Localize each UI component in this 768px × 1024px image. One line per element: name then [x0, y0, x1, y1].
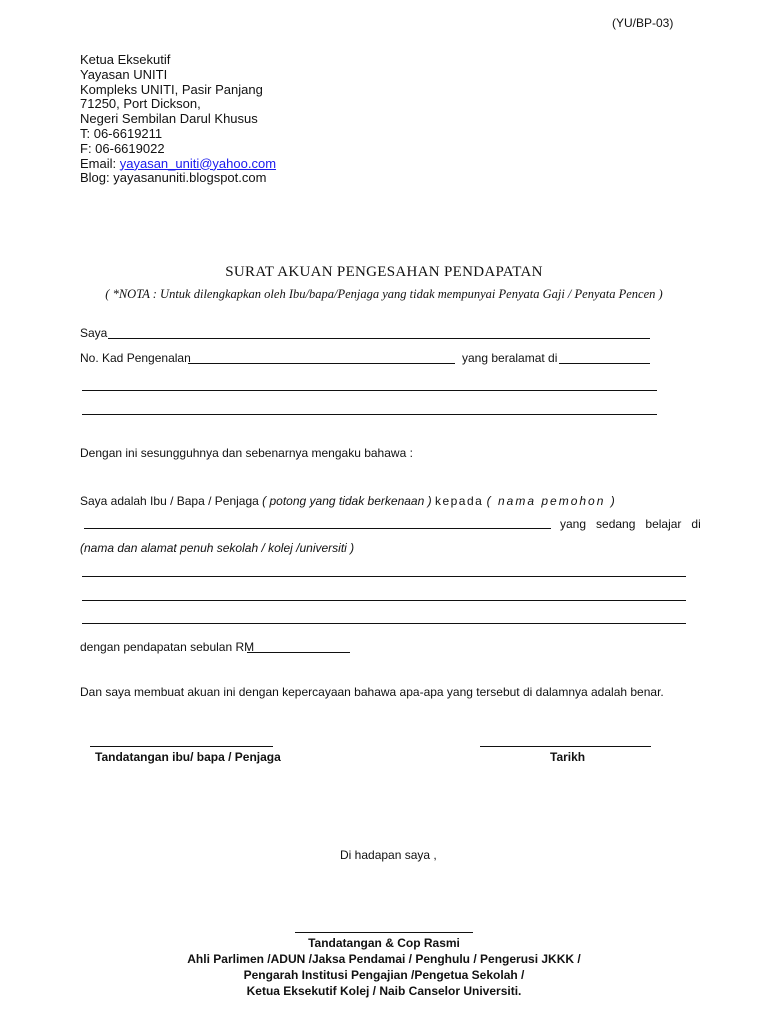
blog-line: Blog: yayasanuniti.blogspot.com: [80, 170, 267, 186]
school-line-blank[interactable]: [82, 600, 686, 601]
witness-intro: Di hadapan saya ,: [340, 848, 437, 862]
applicant-name-blank[interactable]: [84, 528, 551, 529]
declaration-text: Dengan ini sesungguhnya dan sebenarnya mengaku bahawa :: [80, 446, 413, 460]
address-line-blank[interactable]: [82, 390, 657, 391]
address-line: Kompleks UNITI, Pasir Panjang: [80, 81, 263, 97]
address-line: Negeri Sembilan Darul Khusus: [80, 111, 258, 127]
studying-text: [560, 517, 701, 531]
official-signature-line[interactable]: [295, 932, 473, 933]
sender-address-block: [80, 53, 276, 186]
address-line: Ketua Eksekutif: [80, 52, 171, 67]
name-field-row: [80, 326, 107, 340]
ic-number-blank[interactable]: [188, 363, 455, 364]
signatory-roles-line: Ahli Parlimen /ADUN /Jaksa Pendamai / Penghulu / Pengerusi JKKK /: [187, 952, 581, 966]
address-blank[interactable]: [559, 363, 650, 364]
studying-label: yang sedang belajar di: [560, 517, 701, 531]
address-line-blank[interactable]: [82, 414, 657, 415]
school-line-blank[interactable]: [82, 576, 686, 577]
parent-statement-text: Saya adalah Ibu / Bapa / Penjaga: [80, 494, 259, 508]
date-label: Tarikh: [550, 750, 586, 764]
income-label: dengan pendapatan sebulan RM: [80, 640, 255, 654]
address-label: yang beralamat di: [462, 351, 558, 365]
signatory-roles-line: Ketua Eksekutif Kolej / Naib Canselor Universiti.: [246, 984, 522, 998]
email-label: Email:: [80, 155, 120, 171]
official-stamp-label: Tandatangan & Cop Rasmi: [308, 936, 460, 950]
name-label: Saya: [80, 326, 108, 340]
school-line-blank[interactable]: [82, 623, 686, 624]
parent-signature-line[interactable]: [90, 746, 273, 747]
email-line: [80, 157, 276, 172]
parent-statement: [80, 494, 617, 508]
form-reference-code: (YU/BP-03): [612, 16, 674, 30]
address-line: Yayasan UNITI: [80, 66, 168, 82]
email-link[interactable]: yayasan_uniti@yahoo.com: [119, 155, 277, 171]
name-blank[interactable]: [108, 338, 650, 339]
signatory-roles-line: Pengarah Institusi Pengajian /Pengetua Sekolah /: [243, 968, 525, 982]
affirmation-text: Dan saya membuat akuan ini dengan kepercayaan bahawa apa-apa yang tersebut di dalamnya adalah benar.: [80, 685, 664, 699]
official-signatory-block: [0, 935, 768, 999]
date-line[interactable]: [480, 746, 651, 747]
parent-signature-label: Tandatangan ibu/ bapa / Penjaga: [95, 750, 281, 764]
kepada-text: kepada: [434, 494, 484, 508]
strike-instruction: ( potong yang tidak berkenaan ): [262, 494, 432, 508]
income-blank[interactable]: [247, 652, 350, 653]
fax-line: F: 06-6619022: [80, 140, 165, 156]
document-note: ( *NOTA : Untuk dilengkapkan oleh Ibu/bapa/Penjaga yang tidak mempunyai Penyata Gaji / Penyata Pencen ): [105, 287, 663, 301]
ic-label: No. Kad Pengenalan: [80, 351, 191, 365]
document-title: SURAT AKUAN PENGESAHAN PENDAPATAN: [225, 264, 543, 280]
applicant-name-hint: ( nama pemohon ): [486, 494, 617, 508]
address-line: 71250, Port Dickson,: [80, 96, 201, 112]
school-hint: (nama dan alamat penuh sekolah / kolej /universiti ): [80, 541, 355, 555]
phone-line: T: 06-6619211: [80, 125, 163, 141]
